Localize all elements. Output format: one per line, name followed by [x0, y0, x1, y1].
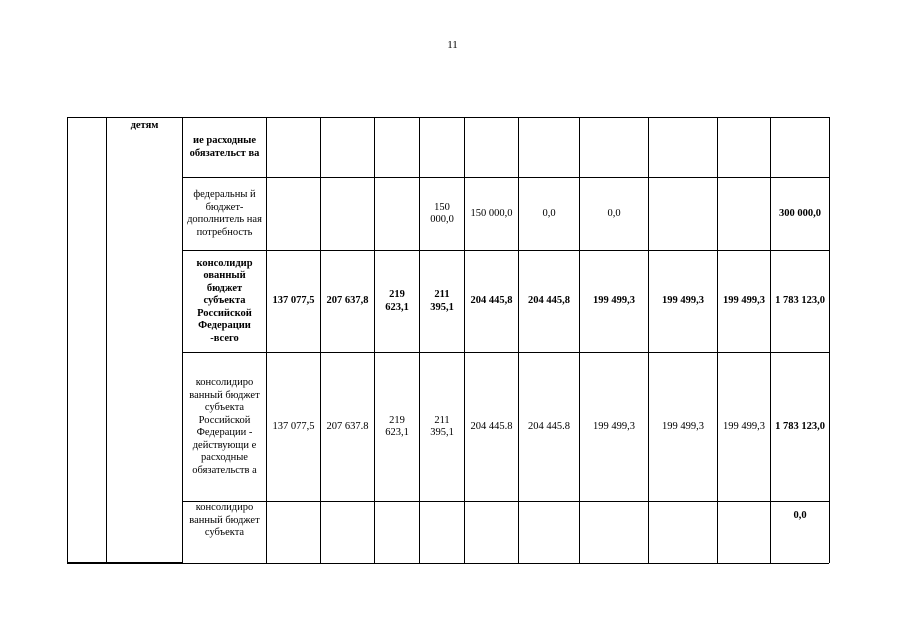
- page-number: 11: [447, 39, 458, 51]
- value-cell: [267, 178, 321, 251]
- value-cell: 137 077,5: [267, 251, 321, 353]
- value-cell: 199 499,3: [580, 353, 649, 502]
- row-label: консолидиро ванный бюджет субъекта Российской Федерации - действующи е расходные обязательств а: [183, 353, 267, 502]
- value-cell: 204 445.8: [519, 353, 580, 502]
- value-cell: [420, 118, 465, 178]
- value-cell: 199 499,3: [718, 251, 771, 353]
- value-cell: [375, 118, 420, 178]
- total-cell: 0,0: [771, 502, 830, 563]
- total-cell: 1 783 123,0: [771, 353, 830, 502]
- value-cell: [375, 502, 420, 563]
- total-cell: 1 783 123,0: [771, 251, 830, 353]
- total-cell: [771, 118, 830, 178]
- total-cell: 300 000,0: [771, 178, 830, 251]
- value-cell: [580, 118, 649, 178]
- value-cell: 199 499,3: [649, 251, 718, 353]
- value-cell: 150 000,0: [420, 178, 465, 251]
- value-cell: 137 077,5: [267, 353, 321, 502]
- value-cell: [718, 178, 771, 251]
- value-cell: 207 637.8: [321, 353, 375, 502]
- col2-cell-recipient: детям: [107, 118, 183, 563]
- value-cell: [465, 118, 519, 178]
- value-cell: 211 395,1: [420, 353, 465, 502]
- value-cell: 199 499,3: [718, 353, 771, 502]
- value-cell: 211 395,1: [420, 251, 465, 353]
- value-cell: 204 445,8: [519, 251, 580, 353]
- value-cell: 204 445.8: [465, 353, 519, 502]
- value-cell: [649, 502, 718, 563]
- value-cell: [718, 502, 771, 563]
- value-cell: 0,0: [580, 178, 649, 251]
- col1-cell: [68, 118, 107, 563]
- value-cell: [649, 178, 718, 251]
- value-cell: [321, 178, 375, 251]
- value-cell: [718, 118, 771, 178]
- value-cell: 204 445,8: [465, 251, 519, 353]
- value-cell: 0,0: [519, 178, 580, 251]
- row-label: ие расходные обязательст ва: [183, 118, 267, 178]
- value-cell: 199 499,3: [580, 251, 649, 353]
- value-cell: [420, 502, 465, 563]
- page-bottom-rule: [67, 563, 829, 564]
- value-cell: [321, 502, 375, 563]
- table-row: [68, 178, 830, 251]
- table-row: [68, 118, 830, 178]
- value-cell: [267, 118, 321, 178]
- value-cell: [580, 502, 649, 563]
- row-label: федеральны й бюджет-дополнитель ная потребность: [183, 178, 267, 251]
- table-row: [68, 502, 830, 563]
- value-cell: 219 623,1: [375, 251, 420, 353]
- value-cell: [465, 502, 519, 563]
- table-row: [68, 251, 830, 353]
- value-cell: [321, 118, 375, 178]
- row-label: консолидир ованный бюджет субъекта Российской Федерации -всего: [183, 251, 267, 353]
- value-cell: [649, 118, 718, 178]
- budget-table: [67, 117, 830, 563]
- value-cell: [519, 502, 580, 563]
- value-cell: 207 637,8: [321, 251, 375, 353]
- value-cell: 199 499,3: [649, 353, 718, 502]
- value-cell: [519, 118, 580, 178]
- value-cell: 150 000,0: [465, 178, 519, 251]
- table-row: [68, 353, 830, 502]
- value-cell: [267, 502, 321, 563]
- row-label: консолидиро ванный бюджет субъекта: [183, 502, 267, 563]
- value-cell: 219 623,1: [375, 353, 420, 502]
- value-cell: [375, 178, 420, 251]
